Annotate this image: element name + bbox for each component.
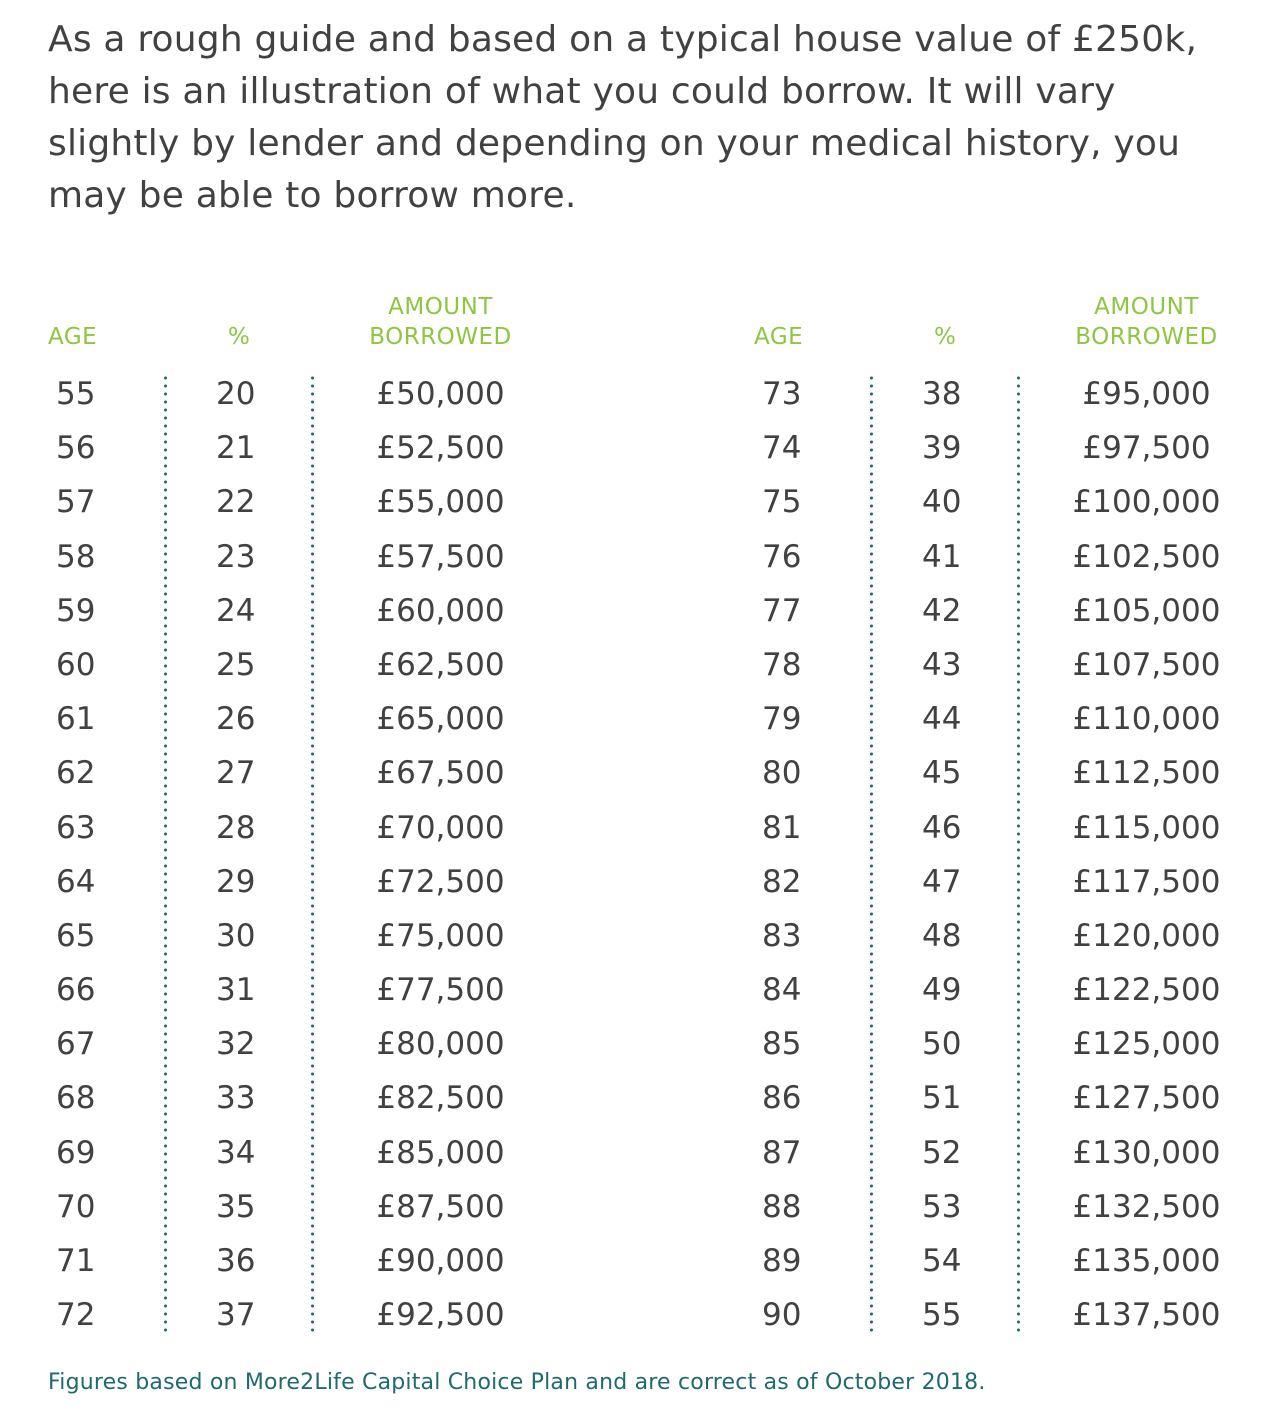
percent-cell: 24 [216,592,256,629]
amount-cell: £67,500 [376,755,505,792]
percent-cell: 44 [922,701,962,738]
percent-cell: 54 [922,1243,962,1279]
age-cell: 69 [56,1134,96,1171]
table-row [48,537,538,591]
percent-cell: 35 [216,1188,256,1225]
amount-cell: £95,000 [1082,376,1211,412]
age-cell: 60 [56,646,96,683]
amount-cell: £70,000 [376,809,505,846]
amount-cell: £77,500 [376,972,505,1009]
age-cell: 57 [56,484,96,521]
amount-cell: £82,500 [376,1080,505,1117]
percent-cell: 51 [922,1080,962,1117]
borrowing-table-right [754,288,1244,1349]
age-cell: 80 [762,755,802,792]
percent-cell: 52 [922,1134,962,1171]
percent-cell: 21 [216,430,256,467]
table-row [754,916,1244,970]
percent-cell: 27 [216,755,256,792]
table-row [754,591,1244,645]
table-row [48,753,538,807]
percent-cell: 42 [922,592,962,629]
table-row [754,645,1244,699]
amount-cell: £105,000 [1072,592,1221,629]
header-percent: % [934,324,957,350]
age-cell: 58 [56,538,96,575]
age-cell: 86 [762,1080,802,1117]
amount-cell: £52,500 [376,430,505,467]
amount-cell: £130,000 [1072,1134,1221,1171]
percent-cell: 48 [922,917,962,954]
percent-cell: 39 [922,430,962,467]
amount-cell: £125,000 [1072,1026,1221,1063]
table-row [48,1187,538,1241]
age-cell: 73 [762,376,802,412]
age-cell: 82 [762,863,802,900]
table-header [48,288,538,352]
amount-cell: £137,500 [1072,1297,1221,1334]
amount-cell: £102,500 [1072,538,1221,575]
table-row [754,862,1244,916]
percent-cell: 38 [922,376,962,412]
intro-paragraph: As a rough guide and based on a typical house value of £250k, here is an illustration of what you could borrow. It will vary slightly by lender and depending on your medical history, you may be able to borrow more. [48,19,1198,216]
amount-cell: £72,500 [376,863,505,900]
table-row [754,808,1244,862]
amount-cell: £92,500 [376,1297,505,1334]
age-cell: 88 [762,1188,802,1225]
age-cell: 68 [56,1080,96,1117]
amount-cell: £80,000 [376,1026,505,1063]
percent-cell: 43 [922,646,962,683]
table-row [48,970,538,1024]
percent-cell: 41 [922,538,962,575]
amount-cell: £90,000 [376,1243,505,1279]
percent-cell: 34 [216,1134,256,1171]
percent-cell: 20 [216,376,256,412]
amount-cell: £75,000 [376,917,505,954]
header-amount-line1: AMOUNT [388,294,493,320]
amount-cell: £55,000 [376,484,505,521]
amount-cell: £120,000 [1072,917,1221,954]
age-cell: 72 [56,1297,96,1334]
amount-cell: £65,000 [376,701,505,738]
table-row [754,699,1244,753]
amount-cell: £97,500 [1082,430,1211,467]
table-row [754,1024,1244,1078]
borrowing-table-left [48,288,538,1349]
amount-cell: £127,500 [1072,1080,1221,1117]
table-row [48,482,538,536]
age-cell: 67 [56,1026,96,1063]
age-cell: 70 [56,1188,96,1225]
table-body [48,374,538,1349]
amount-cell: £107,500 [1072,646,1221,683]
age-cell: 90 [762,1297,802,1334]
percent-cell: 31 [216,972,256,1009]
age-cell: 78 [762,646,802,683]
table-row [48,1078,538,1132]
age-cell: 81 [762,809,802,846]
percent-cell: 46 [922,809,962,846]
amount-cell: £87,500 [376,1188,505,1225]
age-cell: 89 [762,1243,802,1279]
percent-cell: 33 [216,1080,256,1117]
amount-cell: £132,500 [1072,1188,1221,1225]
amount-cell: £112,500 [1072,755,1221,792]
percent-cell: 37 [216,1297,256,1334]
table-row [48,862,538,916]
age-cell: 74 [762,430,802,467]
percent-cell: 25 [216,646,256,683]
table-row [48,428,538,482]
percent-cell: 22 [216,484,256,521]
header-amount-borrowed [1054,292,1239,352]
amount-cell: £117,500 [1072,863,1221,900]
age-cell: 87 [762,1134,802,1171]
percent-cell: 47 [922,863,962,900]
header-amount-line2: BORROWED [1075,324,1218,350]
percent-cell: 40 [922,484,962,521]
age-cell: 66 [56,972,96,1009]
table-row [48,374,538,428]
header-amount-line2: BORROWED [369,324,512,350]
age-cell: 84 [762,972,802,1009]
age-cell: 71 [56,1243,96,1279]
table-row [754,374,1244,428]
percent-cell: 30 [216,917,256,954]
amount-cell: £60,000 [376,592,505,629]
age-cell: 79 [762,701,802,738]
amount-cell: £100,000 [1072,484,1221,521]
age-cell: 59 [56,592,96,629]
table-row [754,482,1244,536]
percent-cell: 28 [216,809,256,846]
header-amount-borrowed [348,292,533,352]
amount-cell: £50,000 [376,376,505,412]
age-cell: 63 [56,809,96,846]
percent-cell: 49 [922,972,962,1009]
table-row [754,537,1244,591]
age-cell: 61 [56,701,96,738]
header-percent: % [228,324,251,350]
age-cell: 64 [56,863,96,900]
table-row [48,1295,538,1349]
table-row [48,916,538,970]
table-row [754,753,1244,807]
table-row [48,808,538,862]
table-row [48,1133,538,1187]
age-cell: 85 [762,1026,802,1063]
amount-cell: £62,500 [376,646,505,683]
age-cell: 75 [762,484,802,521]
age-cell: 83 [762,917,802,954]
table-row [754,970,1244,1024]
age-cell: 55 [56,376,96,412]
amount-cell: £85,000 [376,1134,505,1171]
table-row [48,699,538,753]
amount-cell: £57,500 [376,538,505,575]
table-row [48,591,538,645]
percent-cell: 50 [922,1026,962,1063]
footnote: Figures based on More2Life Capital Choice Plan and are correct as of October 2018. [48,1370,986,1395]
percent-cell: 45 [922,755,962,792]
table-body [754,374,1244,1349]
header-age: AGE [754,324,804,350]
header-age: AGE [48,324,98,350]
age-cell: 56 [56,430,96,467]
percent-cell: 36 [216,1243,256,1279]
percent-cell: 29 [216,863,256,900]
age-cell: 62 [56,755,96,792]
amount-cell: £135,000 [1072,1243,1221,1279]
table-row [754,1241,1244,1295]
percent-cell: 53 [922,1188,962,1225]
amount-cell: £115,000 [1072,809,1221,846]
percent-cell: 23 [216,538,256,575]
percent-cell: 26 [216,701,256,738]
table-row [48,645,538,699]
percent-cell: 55 [922,1297,962,1334]
age-cell: 76 [762,538,802,575]
table-row [754,1295,1244,1349]
table-row [48,1024,538,1078]
table-header [754,288,1244,352]
amount-cell: £110,000 [1072,701,1221,738]
table-row [754,1133,1244,1187]
age-cell: 77 [762,592,802,629]
amount-cell: £122,500 [1072,972,1221,1009]
table-row [754,1187,1244,1241]
percent-cell: 32 [216,1026,256,1063]
table-row [48,1241,538,1295]
table-row [754,428,1244,482]
header-amount-line1: AMOUNT [1094,294,1199,320]
table-row [754,1078,1244,1132]
age-cell: 65 [56,917,96,954]
